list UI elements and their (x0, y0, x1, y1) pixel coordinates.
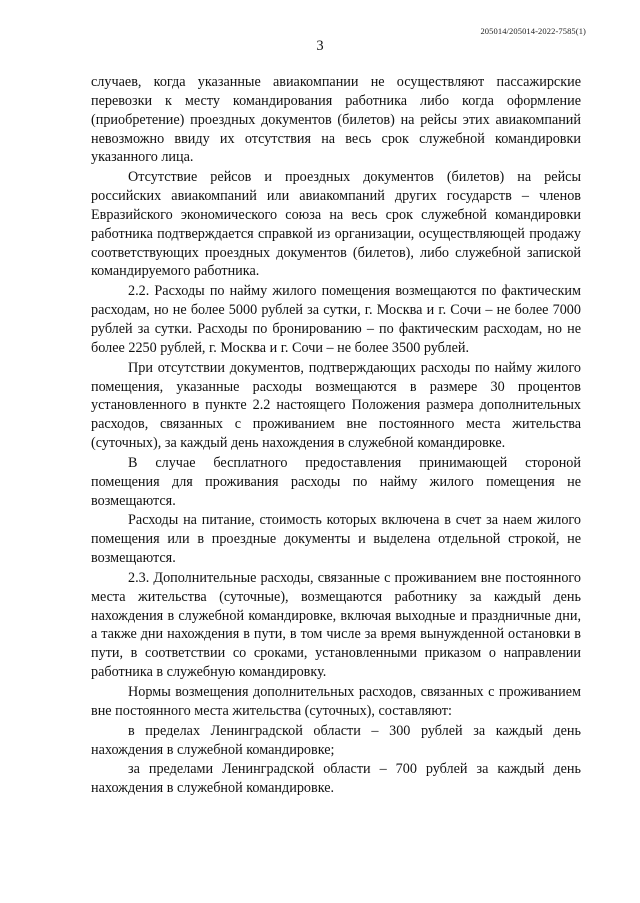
paragraph-norms: Нормы возмещения дополнительных расходов, связанных с проживанием вне постоянного места жительства (суточных), составляют: (91, 684, 581, 719)
paragraph-no-documents: При отсутствии документов, подтверждающих расходы по найму жилого помещения, указанные расходы возмещаются в размере 30 процентов установленного в пункте 2.2 настоящего Положения размера дополнительных расходов, связанных с проживанием вне постоянного места жительства (суточных), за каждый день нахождения в служебной командировке. (91, 359, 581, 452)
paragraph-meals: Расходы на питание, стоимость которых включена в счет за наем жилого помещения или в проездные документы и выделена отдельной строкой, не возмещаются. (91, 512, 581, 567)
paragraph-2-3-per-diem: 2.3. Дополнительные расходы, связанные с проживанием вне постоянного места жительства (суточные), возмещаются работнику за каждый день нахождения в служебной командировке, включая выходные и праздничные дни, а также дни нахождения в пути, в том числе за время вынужденной остановки в пути, в соответствии со сроками, установленными приказом о направлении работника в служебную командировку. (91, 569, 581, 681)
paragraph-within-region: в пределах Ленинградской области – 300 рублей за каждый день нахождения в служебной командировке; (91, 722, 581, 758)
paragraph-outside-region: за пределами Ленинградской области – 700 рублей за каждый день нахождения в служебной командировке. (91, 761, 581, 797)
document-id: 205014/205014-2022-7585(1) (480, 26, 586, 36)
document-body (91, 73, 581, 799)
paragraph-free-housing: В случае бесплатного предоставления принимающей стороной помещения для проживания расходы по найму жилого помещения не возмещаются. (91, 454, 581, 509)
page-number: 3 (316, 38, 324, 54)
paragraph-2-2-housing: 2.2. Расходы по найму жилого помещения возмещаются по фактическим расходам, но не более 5000 рублей за сутки, г. Москва и г. Сочи – не более 7000 рублей за сутки. Расходы по бронированию – по фактическим расходам, но не более 2250 рублей, г. Москва и г. Сочи – не более 3500 рублей. (91, 283, 581, 356)
paragraph-flight-absence: Отсутствие рейсов и проездных документов (билетов) на рейсы российских авиакомпаний или авиакомпаний других государств – членов Евразийского экономического союза на весь срок служебной командировки работника подтверждается справкой из организации, осуществляющей продажу соответствующих проездных документов (билетов), либо служебной запиской командируемого работника. (91, 169, 581, 280)
paragraph-continuation: случаев, когда указанные авиакомпании не осуществляют пассажирские перевозки к месту командирования работника либо когда оформление (приобретение) проездных документов (билетов) на рейсы этих авиакомпаний невозможно ввиду их отсутствия на весь срок служебной командировки указанного лица. (91, 74, 581, 166)
